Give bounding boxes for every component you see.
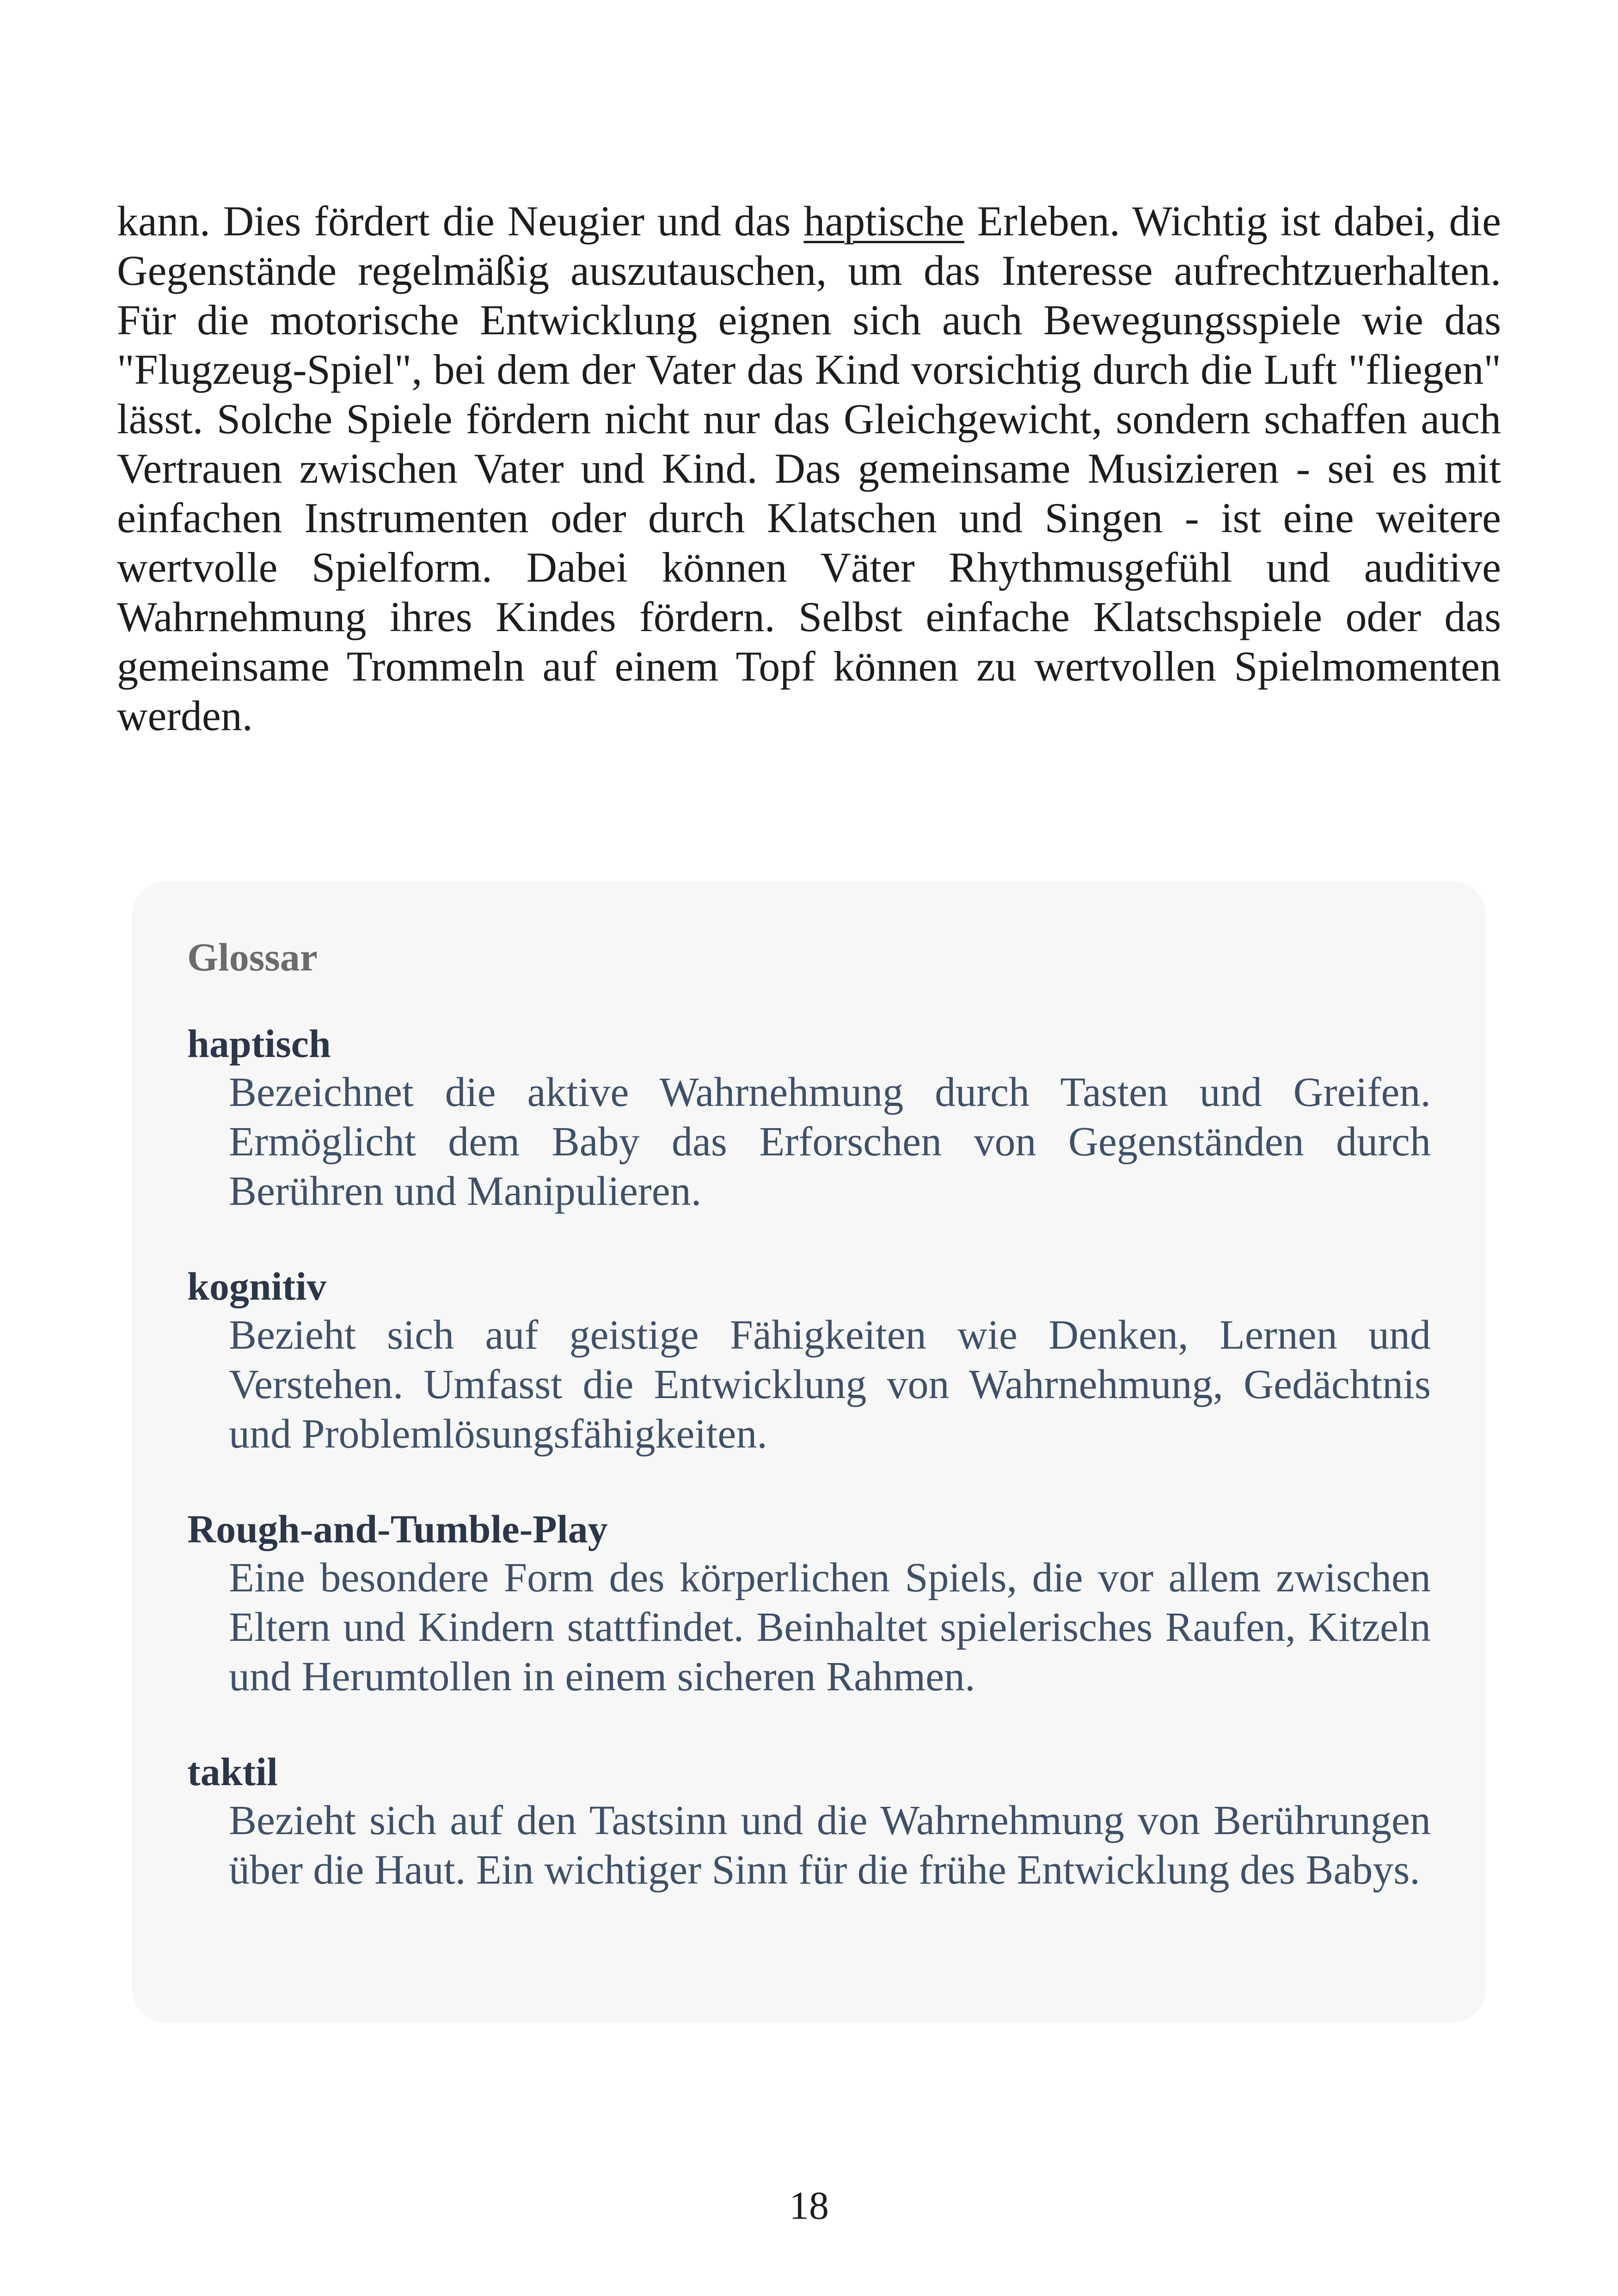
glossary-entry-kognitiv: [187, 1262, 1431, 1459]
paragraph-text-end: Erleben. Wichtig ist dabei, die Gegenstände regelmäßig auszutauschen, um das Interesse aufrechtzuerhalten. Für die motorische Entwicklung eignen sich auch Bewegungsspiele wie das "Flugzeug-Spiel", bei dem der Vater das Kind vorsichtig durch die Luft "fliegen" lässt. Solche Spiele fördern nicht nur das Gleichgewicht, sondern schaffen auch Vertrauen zwischen Vater und Kind. Das gemeinsame Musizieren - sei es mit einfachen Instrumenten oder durch Klatschen und Singen - ist eine weitere wertvolle Spielform. Dabei können Väter Rhythmusgefühl und auditive Wahrnehmung ihres Kindes fördern. Selbst einfache Klatschspiele oder das gemeinsame Trommeln auf einem Topf können zu wertvollen Spielmomenten werden.: [117, 197, 1501, 739]
glossary-definition: Bezieht sich auf geistige Fähigkeiten wie Denken, Lernen und Verstehen. Umfasst die Entwicklung von Wahrnehmung, Gedächtnis und Problemlösungsfähigkeiten.: [229, 1312, 1431, 1457]
glossary-term: taktil: [187, 1750, 278, 1794]
paragraph-text-start: kann. Dies fördert die Neugier und das: [117, 197, 804, 245]
glossary-entry-haptisch: [187, 1019, 1431, 1216]
glossary-entry-taktil: [187, 1748, 1431, 1895]
glossary-definition: Bezeichnet die aktive Wahrnehmung durch Tasten und Greifen. Ermöglicht dem Baby das Erforschen von Gegenständen durch Berühren und Manipulieren.: [229, 1069, 1431, 1214]
glossary-entry-rough-and-tumble-play: [187, 1505, 1431, 1701]
glossary-title: Glossar: [187, 935, 318, 979]
glossary-box: [132, 881, 1486, 2023]
glossary-link-haptische[interactable]: haptische: [803, 197, 964, 245]
glossary-entries: [187, 1019, 1431, 1941]
glossary-term: haptisch: [187, 1021, 331, 1066]
glossary-definition: Bezieht sich auf den Tastsinn und die Wahrnehmung von Berührungen über die Haut. Ein wichtiger Sinn für die frühe Entwicklung des Babys.: [229, 1798, 1431, 1893]
glossary-term: Rough-and-Tumble-Play: [187, 1507, 608, 1551]
body-paragraph: [117, 196, 1501, 741]
glossary-term: kognitiv: [187, 1264, 327, 1308]
glossary-definition: Eine besondere Form des körperlichen Spiels, die vor allem zwischen Eltern und Kindern stattfindet. Beinhaltet spielerisches Raufen, Kitzeln und Herumtollen in einem sicheren Rahmen.: [229, 1555, 1431, 1700]
page-number: 18: [789, 2183, 829, 2228]
